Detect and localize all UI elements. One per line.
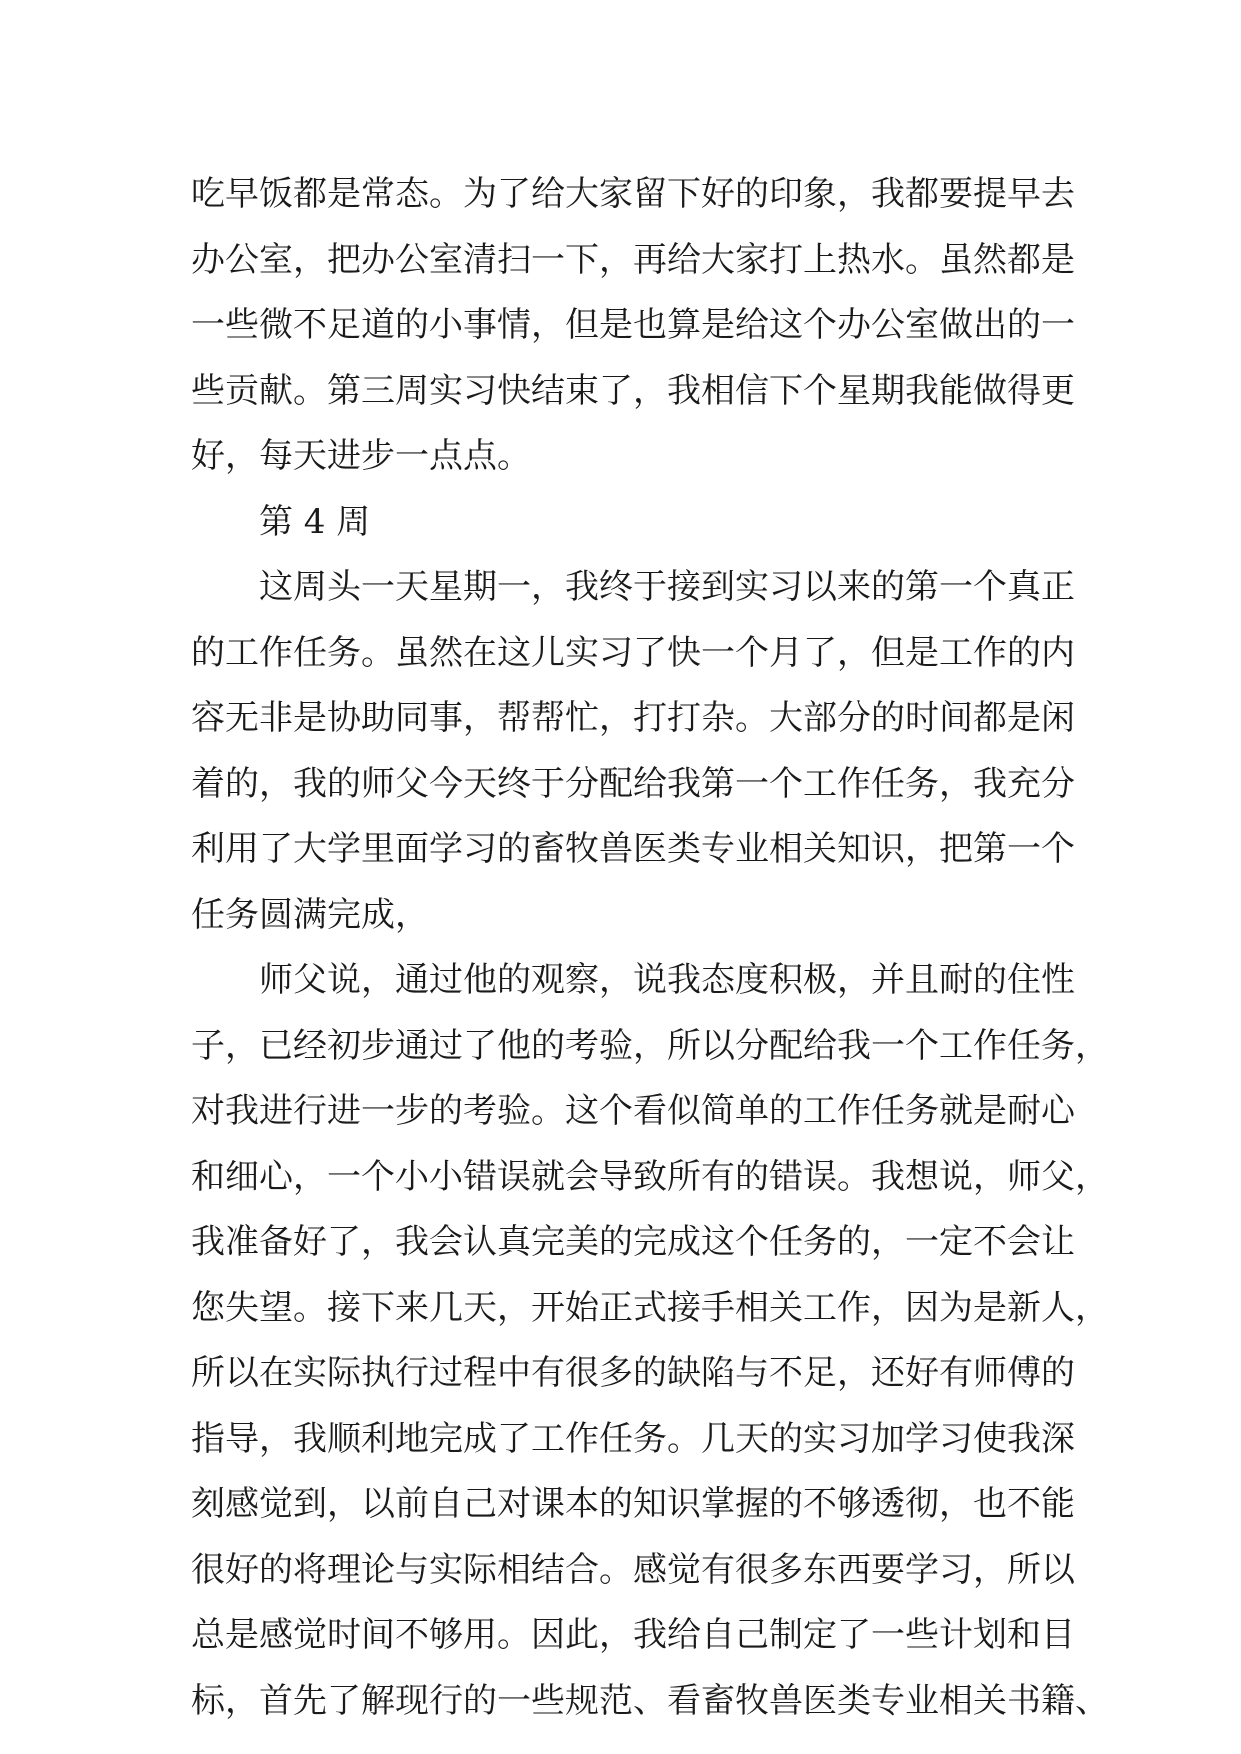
text-line: 的工作任务。虽然在这儿实习了快一个月了，但是工作的内 [191, 632, 1075, 673]
text-line: 子，已经初步通过了他的考验，所以分配给我一个工作任务， [191, 1025, 1109, 1066]
text-line: 师父说，通过他的观察，说我态度积极，并且耐的住性 [259, 960, 1075, 1000]
text-line: 利用了大学里面学习的畜牧兽医类专业相关知识，把第一个 [191, 829, 1075, 869]
text-line: 好，每天进步一点点。 [191, 436, 531, 476]
text-line: 办公室，把办公室清扫一下，再给大家打上热水。虽然都是 [191, 239, 1075, 280]
text-line: 吃早饭都是常态。为了给大家留下好的印象，我都要提早去 [191, 174, 1075, 214]
text-line: 和细心，一个小小错误就会导致所有的错误。我想说，师父， [191, 1156, 1109, 1197]
text-line: 很好的将理论与实际相结合。感觉有很多东西要学习，所以 [191, 1549, 1075, 1590]
text-line: 这周头一天星期一，我终于接到实习以来的第一个真正 [259, 567, 1075, 607]
text-line: 容无非是协助同事，帮帮忙，打打杂。大部分的时间都是闲 [191, 698, 1075, 738]
text-line: 刻感觉到，以前自己对课本的知识掌握的不够透彻，也不能 [191, 1484, 1075, 1524]
text-line: 第 4 周 [259, 501, 371, 542]
text-line: 所以在实际执行过程中有很多的缺陷与不足，还好有师傅的 [191, 1353, 1075, 1393]
text-line: 总是感觉时间不够用。因此，我给自己制定了一些计划和目 [191, 1615, 1075, 1655]
text-line: 一些微不足道的小事情，但是也算是给这个办公室做出的一 [191, 305, 1075, 345]
text-line: 您失望。接下来几天，开始正式接手相关工作，因为是新人， [191, 1287, 1109, 1328]
text-line: 着的，我的师父今天终于分配给我第一个工作任务，我充分 [191, 763, 1075, 804]
text-line: 任务圆满完成， [191, 894, 429, 935]
text-line: 我准备好了，我会认真完美的完成这个任务的，一定不会让 [191, 1222, 1075, 1262]
text-line: 些贡献。第三周实习快结束了，我相信下个星期我能做得更 [191, 370, 1075, 411]
body-text [191, 162, 1109, 1734]
text-line: 标，首先了解现行的一些规范、看畜牧兽医类专业相关书籍、 [191, 1680, 1109, 1721]
text-line: 对我进行进一步的考验。这个看似简单的工作任务就是耐心 [191, 1091, 1075, 1131]
text-line: 指导，我顺利地完成了工作任务。几天的实习加学习使我深 [191, 1418, 1075, 1459]
